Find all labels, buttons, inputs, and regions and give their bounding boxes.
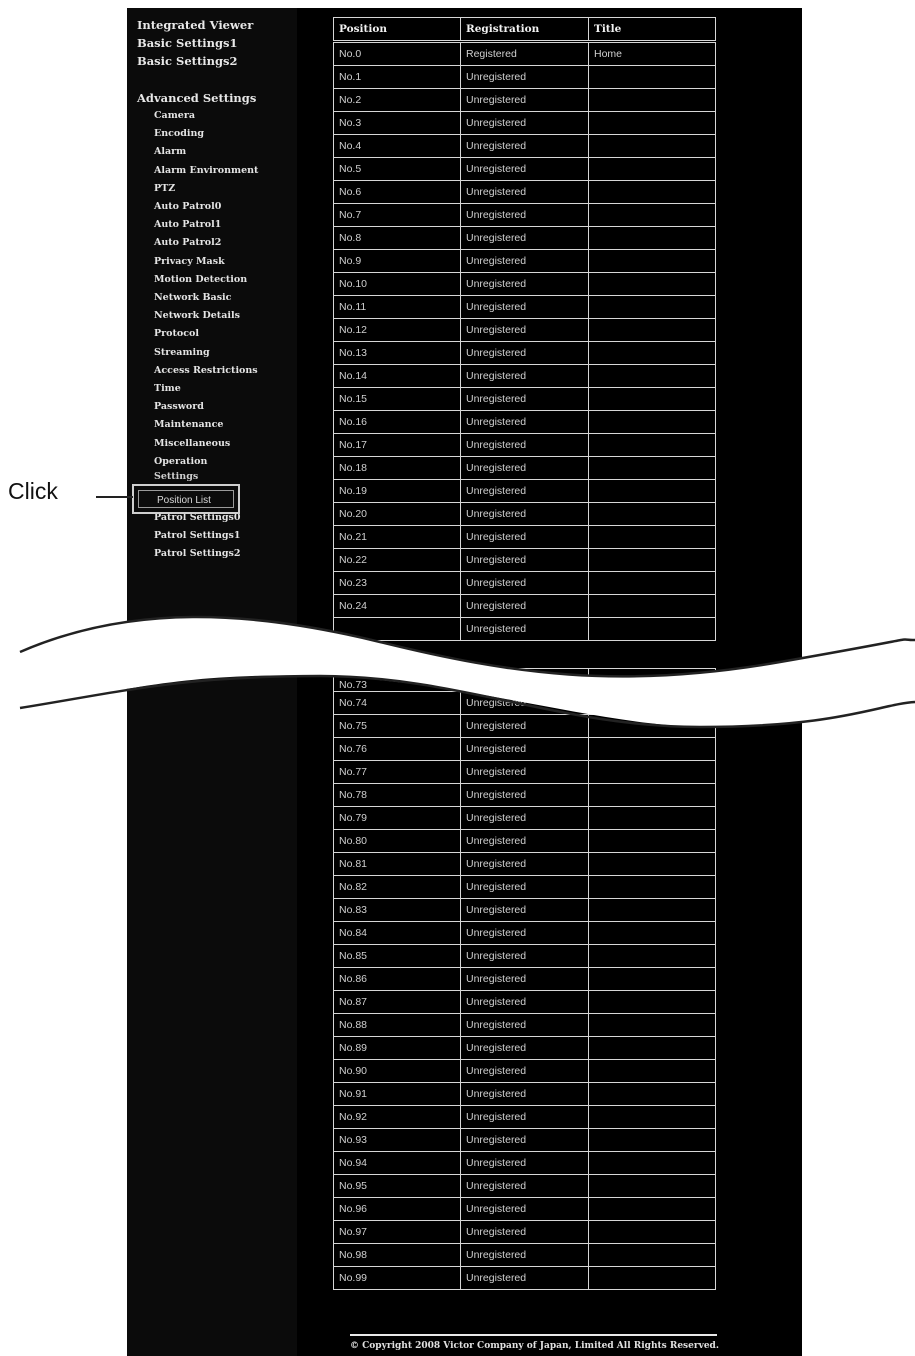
position-cell: No.94 xyxy=(334,1152,461,1175)
position-cell: No.82 xyxy=(334,876,461,899)
position-cell: No.0 xyxy=(334,43,461,66)
sidebar-item-ptz[interactable]: PTZ xyxy=(154,182,176,194)
position-cell: No.1 xyxy=(334,66,461,89)
position-cell: No.78 xyxy=(334,784,461,807)
sidebar-item-patrol-settings1[interactable]: Patrol Settings1 xyxy=(154,530,241,541)
registration-cell: Unregistered xyxy=(461,968,589,991)
registration-cell: Unregistered xyxy=(461,457,589,480)
position-cell: No.21 xyxy=(334,526,461,549)
sidebar-item-time[interactable]: Time xyxy=(154,383,181,394)
sidebar-item-access-restrictions[interactable]: Access Restrictions xyxy=(154,364,258,376)
registration-cell: Unregistered xyxy=(461,572,589,595)
registration-cell: Unregistered xyxy=(461,388,589,411)
registration-cell: Unregistered xyxy=(461,1175,589,1198)
registration-cell: Unregistered xyxy=(461,1152,589,1175)
column-header-position: Position xyxy=(334,18,461,41)
registration-cell: Unregistered xyxy=(461,204,589,227)
position-cell: No.17 xyxy=(334,434,461,457)
sidebar-item-basic-settings1[interactable]: Basic Settings1 xyxy=(137,36,238,50)
position-cell: No.24 xyxy=(334,595,461,618)
position-cell: No.97 xyxy=(334,1221,461,1244)
position-cell: No.90 xyxy=(334,1060,461,1083)
sidebar-item-network-basic[interactable]: Network Basic xyxy=(154,292,232,303)
registration-cell: Unregistered xyxy=(461,807,589,830)
registration-cell: Unregistered xyxy=(461,1267,589,1290)
position-cell: No.23 xyxy=(334,572,461,595)
position-cell: No.11 xyxy=(334,296,461,319)
position-cell: No.87 xyxy=(334,991,461,1014)
position-cell: No.8 xyxy=(334,227,461,250)
registration-cell: Registered xyxy=(461,43,589,66)
title-cell: Home xyxy=(589,43,716,66)
position-list-highlight[interactable] xyxy=(132,484,240,514)
registration-cell: Unregistered xyxy=(461,158,589,181)
sidebar-item-operation[interactable]: Operation xyxy=(154,455,208,467)
sidebar-item-camera[interactable]: Camera xyxy=(154,110,195,121)
sidebar-item-auto-patrol0[interactable]: Auto Patrol0 xyxy=(154,201,222,212)
position-cell: No.18 xyxy=(334,457,461,480)
position-cell: No.89 xyxy=(334,1037,461,1060)
registration-cell: Unregistered xyxy=(461,830,589,853)
position-cell: No.95 xyxy=(334,1175,461,1198)
registration-cell: Unregistered xyxy=(461,1221,589,1244)
registration-cell: Unregistered xyxy=(461,692,589,715)
position-cell: No.74 xyxy=(334,692,461,715)
position-cell: No.15 xyxy=(334,388,461,411)
position-cell: No.86 xyxy=(334,968,461,991)
position-cell: No.9 xyxy=(334,250,461,273)
registration-cell: Unregistered xyxy=(461,112,589,135)
position-cell: No.79 xyxy=(334,807,461,830)
registration-cell: Unregistered xyxy=(461,1106,589,1129)
position-cell: No.99 xyxy=(334,1267,461,1290)
registration-cell: Unregistered xyxy=(461,1129,589,1152)
position-cell: No.85 xyxy=(334,945,461,968)
position-cell: No.20 xyxy=(334,503,461,526)
sidebar-item-network-details[interactable]: Network Details xyxy=(154,310,240,322)
sidebar-item-encoding[interactable]: Encoding xyxy=(154,128,205,140)
sidebar-item-settings[interactable]: Settings xyxy=(154,471,199,482)
position-cell: No.22 xyxy=(334,549,461,572)
registration-cell: Unregistered xyxy=(461,1083,589,1106)
position-cell: No.76 xyxy=(334,738,461,761)
position-cell: No.3 xyxy=(334,112,461,135)
position-cell: No.91 xyxy=(334,1083,461,1106)
sidebar-item-patrol-settings0[interactable]: Patrol Settings0 xyxy=(154,512,241,523)
position-cell: No.7 xyxy=(334,204,461,227)
registration-cell: Unregistered xyxy=(461,135,589,158)
position-cell: No.13 xyxy=(334,342,461,365)
registration-cell: Unregistered xyxy=(461,273,589,296)
registration-cell: Unregistered xyxy=(461,480,589,503)
position-cell: No.10 xyxy=(334,273,461,296)
sidebar-item-privacy-mask[interactable]: Privacy Mask xyxy=(154,255,225,267)
registration-cell: Unregistered xyxy=(461,1014,589,1037)
position-cell: No.92 xyxy=(334,1106,461,1129)
sidebar-item-miscellaneous[interactable]: Miscellaneous xyxy=(154,437,231,449)
position-cell: No.93 xyxy=(334,1129,461,1152)
registration-cell: Unregistered xyxy=(461,89,589,112)
position-cell: No.75 xyxy=(334,715,461,738)
sidebar-item-auto-patrol1[interactable]: Auto Patrol1 xyxy=(154,219,222,231)
sidebar-item-patrol-settings2[interactable]: Patrol Settings2 xyxy=(154,548,241,559)
position-cell: No.96 xyxy=(334,1198,461,1221)
registration-cell: Unregistered xyxy=(461,503,589,526)
registration-cell: Unregistered xyxy=(461,618,589,641)
sidebar-section-title: Advanced Settings xyxy=(137,91,257,105)
position-cell: No.6 xyxy=(334,181,461,204)
position-cell: No.16 xyxy=(334,411,461,434)
column-header-registration: Registration xyxy=(461,18,589,41)
position-cell: No.4 xyxy=(334,135,461,158)
registration-cell: Unregistered xyxy=(461,738,589,761)
registration-cell: Unregistered xyxy=(461,876,589,899)
sidebar-item-alarm-environment[interactable]: Alarm Environment xyxy=(154,164,259,176)
registration-cell: Unregistered xyxy=(461,181,589,204)
click-callout-label: Click xyxy=(8,478,58,504)
registration-cell: Unregistered xyxy=(461,526,589,549)
position-cell: No.2 xyxy=(334,89,461,112)
sidebar-item-alarm[interactable]: Alarm xyxy=(154,146,187,158)
column-header-title: Title xyxy=(589,18,716,41)
footer-divider xyxy=(350,1334,717,1336)
registration-cell: Unregistered xyxy=(461,296,589,319)
registration-cell: Unregistered xyxy=(461,227,589,250)
registration-cell: Unregistered xyxy=(461,853,589,876)
position-cell: No.73 xyxy=(334,669,461,692)
registration-cell: Unregistered xyxy=(461,250,589,273)
registration-cell: Unregistered xyxy=(461,991,589,1014)
registration-cell: Unregistered xyxy=(461,761,589,784)
sidebar-item-auto-patrol2[interactable]: Auto Patrol2 xyxy=(154,237,222,249)
registration-cell: Unregistered xyxy=(461,1037,589,1060)
position-cell: No.19 xyxy=(334,480,461,503)
sidebar-item-password[interactable]: Password xyxy=(154,401,204,413)
registration-cell: Unregistered xyxy=(461,922,589,945)
registration-cell: Unregistered xyxy=(461,411,589,434)
registration-cell: Unregistered xyxy=(461,1060,589,1083)
position-cell: No.5 xyxy=(334,158,461,181)
registration-cell: Unregistered xyxy=(461,365,589,388)
position-cell: No.83 xyxy=(334,899,461,922)
position-cell: No.77 xyxy=(334,761,461,784)
registration-cell: Unregistered xyxy=(461,66,589,89)
sidebar-item-protocol[interactable]: Protocol xyxy=(154,328,199,340)
sidebar-item-maintenance[interactable]: Maintenance xyxy=(154,419,224,431)
registration-cell: Unregistered xyxy=(461,434,589,457)
registration-cell: Unregistered xyxy=(461,319,589,342)
sidebar-item-streaming[interactable]: Streaming xyxy=(154,346,210,358)
position-cell: No.84 xyxy=(334,922,461,945)
callout-leader-line xyxy=(96,496,133,498)
sidebar-item-basic-settings2[interactable]: Basic Settings2 xyxy=(137,54,238,68)
registration-cell: Unregistered xyxy=(461,784,589,807)
position-cell: No.12 xyxy=(334,319,461,342)
registration-cell: Unregistered xyxy=(461,945,589,968)
position-cell: No.88 xyxy=(334,1014,461,1037)
registration-cell: Unregistered xyxy=(461,715,589,738)
sidebar-item-integrated-viewer[interactable]: Integrated Viewer xyxy=(137,18,254,32)
registration-cell: Unregistered xyxy=(461,1244,589,1267)
registration-cell: Unregistered xyxy=(461,1198,589,1221)
sidebar-item-position-list[interactable]: Position List xyxy=(157,495,211,506)
registration-cell: Unregistered xyxy=(461,342,589,365)
position-cell: No.98 xyxy=(334,1244,461,1267)
footer-copyright: © Copyright 2008 Victor Company of Japan, Limited All Rights Reserved. xyxy=(350,1341,719,1351)
registration-cell: Unregistered xyxy=(461,595,589,618)
registration-cell: Unregistered xyxy=(461,549,589,572)
position-cell: No.14 xyxy=(334,365,461,388)
position-cell: No.81 xyxy=(334,853,461,876)
sidebar-item-motion-detection[interactable]: Motion Detection xyxy=(154,273,248,285)
position-cell: No.80 xyxy=(334,830,461,853)
registration-cell: Unregistered xyxy=(461,899,589,922)
